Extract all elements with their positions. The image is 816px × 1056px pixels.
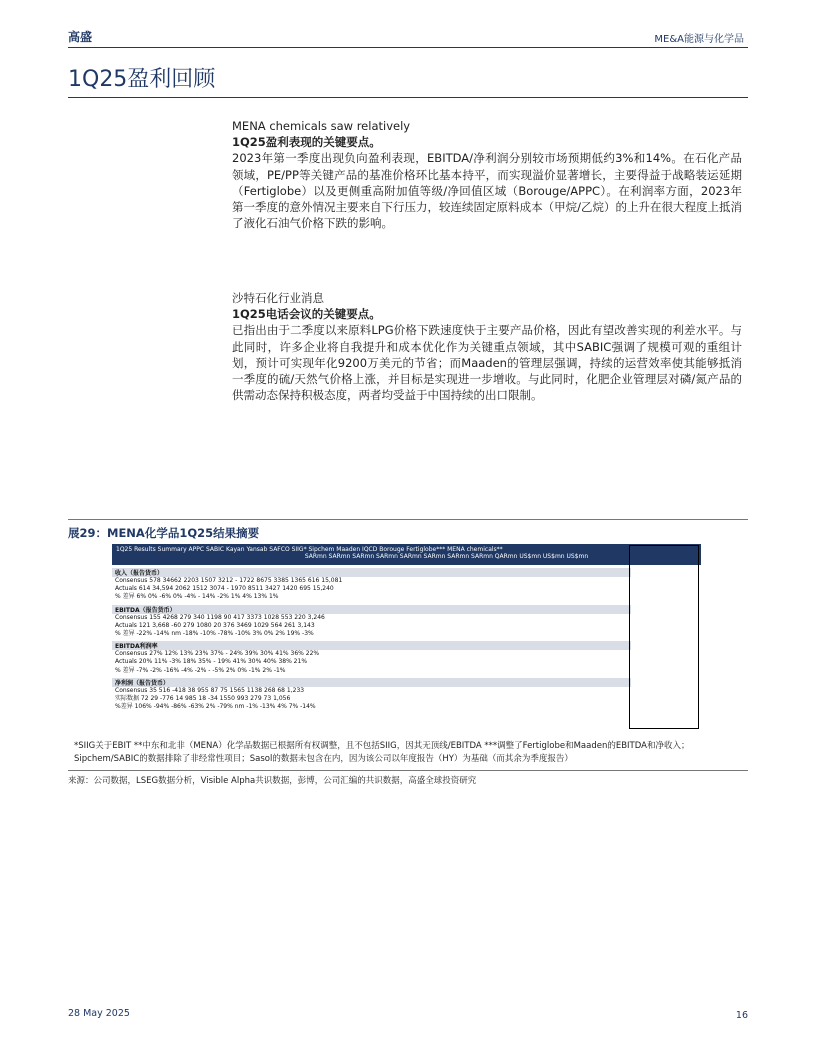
section-net-income	[112, 678, 701, 712]
section-ebitda	[112, 605, 701, 639]
table-row: Consensus 155 4268 279 340 1198 90 417 3373 1028 553 220 3,246	[115, 613, 325, 621]
table-header-units: SARmn SARmn SARmn SARmn SARmn SARmn SARmn SARmn QARmn US$mn US$mn US$mn	[304, 553, 589, 560]
section-revenue	[112, 568, 701, 602]
notes-divider	[68, 770, 748, 771]
exhibit-title: 展29：MENA化学品1Q25结果摘要	[68, 526, 260, 540]
table-row: Actuals 20% 11% -3% 18% 35% - 19% 41% 30% 40% 38% 21%	[115, 658, 308, 666]
saudi-body: 已指出由于二季度以来原料LPG价格下跌速度快于主要产品价格，因此有望改善实现的利差水平。与此同时，许多企业将自我提升和成本优化作为关键重点领域，其中SABIC强调了规模可观的重组计划，预计可实现年化9200万美元的节省；而Maaden的管理层强调，持续的运营效率使其能够抵消一季度的硫/天然气价格上涨，并目标是实现进一步增收。与此同时，化肥企业管理层对磷/氮产品的供需动态保持积极态度，两者均受益于中国持续的出口限制。	[232, 323, 742, 403]
footer-date: 28 May 2025	[68, 1008, 130, 1019]
table-footnotes: *SIIG关于EBIT **中东和北非（MENA）化学品数据已根据所有权调整，且不包括SIIG，因其无顶线/EBITDA ***调整了Fertiglobe和Maaden的EBITDA和净收入；Sipchem/SABIC的数据排除了非经常性项目；Sasol的数据未包含在内，因为该公司以年度报告（HY）为基础（而其余为季度报告）	[74, 741, 690, 764]
saudi-heading: 1Q25电话会议的关键要点。	[232, 307, 381, 322]
saudi-petrochem-summary	[232, 290, 742, 403]
table-header	[112, 544, 701, 565]
header-firm: 高盛	[68, 30, 93, 44]
table-row: Consensus 27% 12% 13% 23% 37% - 24% 39% 30% 41% 36% 22%	[115, 650, 320, 658]
table-row: % 差异 -22% -14% nm -18% -10% -78% -10% 3% 0% 2% 19% -3%	[115, 630, 314, 638]
table-row: % 差异 -7% -2% -16% -4% -2% - -5% 2% 0% -1% 2% -1%	[115, 666, 286, 674]
section-title: EBITDA（报告货币）	[112, 605, 631, 614]
saudi-lead: 沙特石化行业消息	[232, 291, 324, 305]
table-row: % 差异 6% 0% -6% 0% -4% - 14% -2% 1% 4% 13% 1%	[115, 593, 279, 601]
page-title: 1Q25盈利回顾	[68, 67, 216, 92]
summary-heading: 1Q25盈利表现的关键要点。	[232, 135, 381, 150]
exhibit-divider	[68, 519, 748, 520]
summary-body: 2023年第一季度出现负向盈利表现，EBITDA/净利润分别较市场预期低约3%和14%。在石化产品领域，PE/PP等关键产品的基准价格环比基本持平，而实现溢价显著增长，主要得益于战略装运延期（Fertiglobe）以及更侧重高附加值等级/净回值区域（Borouge/APPC）。在利润率方面，2023年第一季度的意外情况主要来自下行压力，较连续固定原料成本（甲烷/乙烷）的上升在很大程度上抵消了液化石油气价格下跌的影响。	[232, 151, 742, 231]
header-section: ME&A能源与化学品	[654, 34, 744, 45]
title-divider	[68, 97, 748, 98]
mena-aggregate-column-box	[629, 545, 699, 729]
summary-lead: MENA chemicals saw relatively	[232, 119, 411, 133]
source-line: 来源：公司数据，LSEG数据分析，Visible Alpha共识数据，彭博，公司汇编的共识数据，高盛全球投资研究	[68, 776, 477, 786]
table-row: %差异 106% -94% -86% -63% 2% -79% nm -1% -13% 4% 7% -14%	[115, 703, 316, 711]
table-row: Actuals 121 3,668 -60 279 1080 20 376 3469 1029 564 261 3,143	[115, 621, 315, 629]
table-row: Consensus 578 34662 2203 1507 3212 - 1722 8675 3385 1365 616 15,081	[115, 577, 343, 584]
section-title: EBITDA利润率	[112, 641, 631, 650]
table-row: Consensus 35 516 -418 38 955 87 75 1565 1138 268 68 1,233	[115, 686, 305, 694]
section-ebitda-margin	[112, 641, 701, 675]
header-divider	[68, 47, 748, 48]
section-title: 收入（报告货币）	[112, 568, 631, 577]
table-header-companies: 1Q25 Results Summary APPC SABIC Kayan Yansab SAFCO SIIG* Sipchem Maaden IQCD Borouge Fertiglobe*** MENA chemicals**	[116, 546, 503, 553]
results-summary-table	[112, 544, 701, 730]
page-number: 16	[735, 1010, 748, 1021]
table-row: 实际数据 72 29 -776 14 985 18 -34 1550 993 279 73 1,056	[115, 695, 291, 703]
table-row: Actuals 614 34,594 2062 1512 3074 - 1970 8511 3427 1420 695 15,240	[115, 585, 334, 593]
section-title: 净利润（报告货币）	[112, 678, 631, 687]
mena-chemicals-summary	[232, 118, 742, 231]
